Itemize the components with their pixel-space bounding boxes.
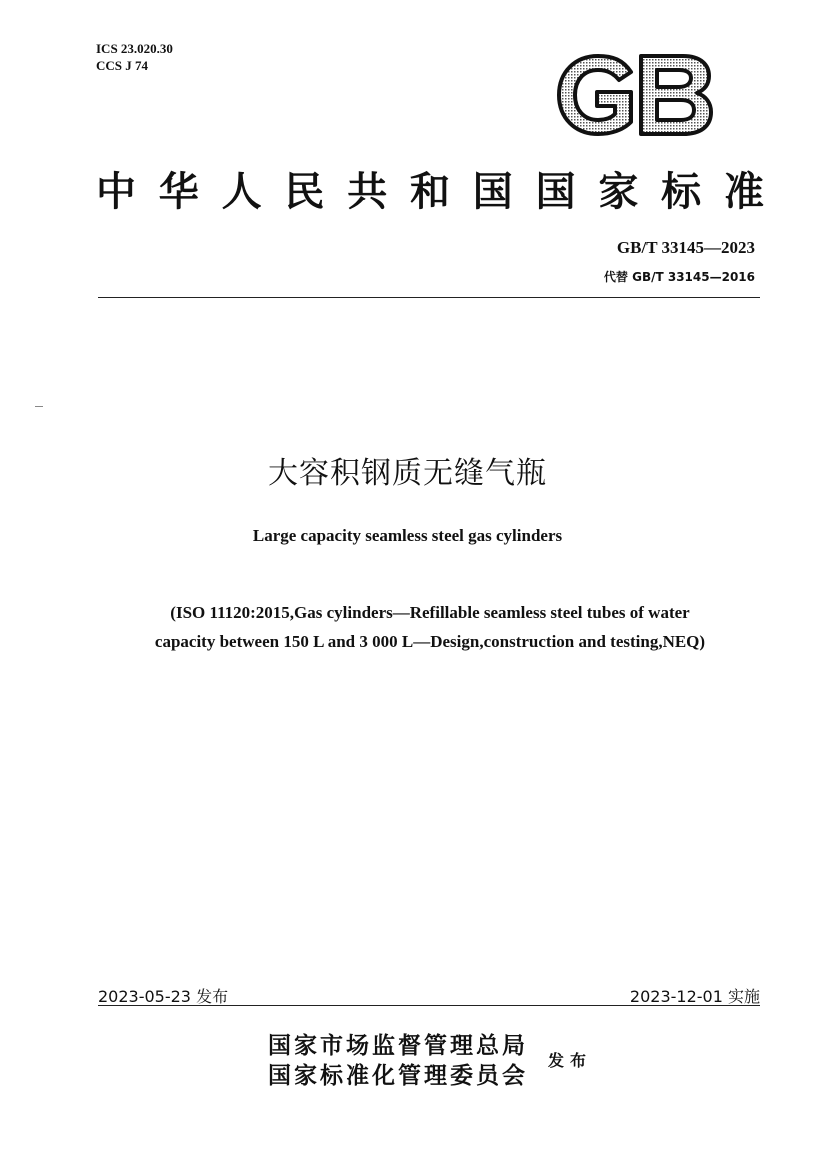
scan-mark bbox=[35, 406, 43, 407]
iso-reference-line1: (ISO 11120:2015,Gas cylinders—Refillable seamless steel tubes of water bbox=[170, 603, 690, 622]
iso-reference-line2: capacity between 150 L and 3 000 L—Design,construction and testing,NEQ) bbox=[154, 632, 706, 651]
agency-sac: 国家标准化管理委员会 bbox=[268, 1062, 528, 1089]
heading-char: 国 bbox=[535, 167, 576, 215]
national-standard-heading bbox=[96, 160, 764, 216]
heading-char: 和 bbox=[409, 167, 450, 215]
standard-number: GB/T 33145—2023 bbox=[616, 238, 755, 257]
heading-char: 准 bbox=[723, 167, 764, 215]
heading-char: 标 bbox=[661, 167, 702, 215]
english-title: Large capacity seamless steel gas cylinders bbox=[252, 526, 563, 545]
replaces-standard: 代替 GB/T 33145—2016 bbox=[603, 270, 755, 284]
publish-label: 发布 bbox=[548, 1051, 593, 1070]
heading-char: 华 bbox=[158, 167, 199, 215]
ics-code: ICS 23.020.30 bbox=[96, 41, 173, 56]
bottom-divider bbox=[98, 1005, 760, 1006]
iso-reference bbox=[80, 598, 780, 656]
ccs-code: CCS J 74 bbox=[96, 58, 149, 73]
gb-logo bbox=[553, 50, 715, 140]
heading-char: 中 bbox=[96, 167, 136, 215]
agency-samr: 国家市场监督管理总局 bbox=[268, 1032, 528, 1059]
classification-codes bbox=[96, 40, 173, 74]
heading-char: 人 bbox=[221, 167, 262, 215]
heading-char: 家 bbox=[598, 167, 639, 215]
heading-char: 共 bbox=[347, 167, 388, 215]
top-divider bbox=[98, 297, 760, 298]
heading-char: 国 bbox=[472, 167, 513, 215]
publishing-agencies bbox=[268, 1031, 528, 1091]
heading-char: 民 bbox=[284, 167, 325, 215]
chinese-title: 大容积钢质无缝气瓶 bbox=[268, 456, 547, 491]
implementation-date: 2023-12-01 实施 bbox=[629, 987, 760, 1006]
issue-date: 2023-05-23 发布 bbox=[98, 987, 229, 1006]
